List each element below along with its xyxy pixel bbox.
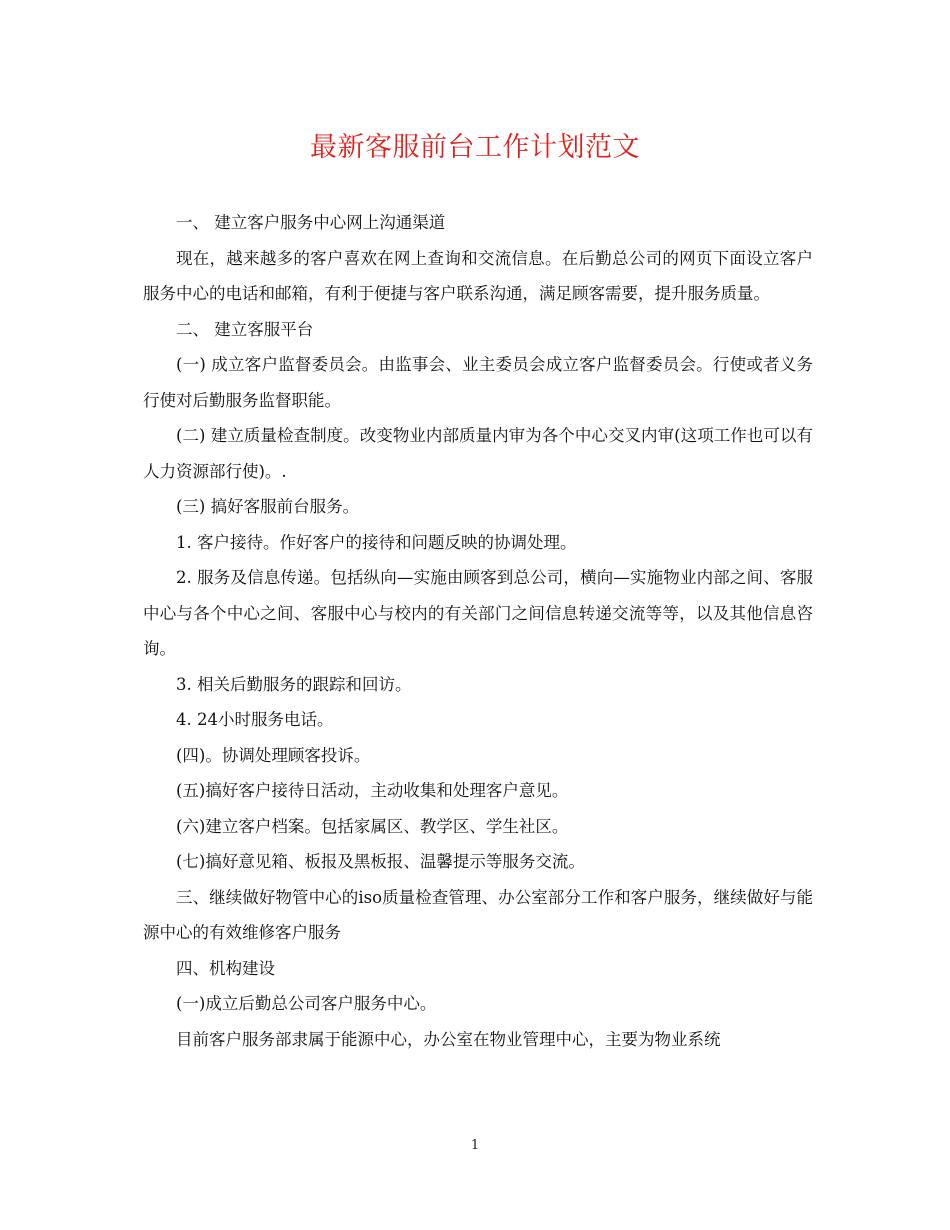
heading-section-1: 一、 建立客户服务中心网上沟通渠道 xyxy=(176,213,446,232)
paragraph-item-2: (二) 建立质量检查制度。改变物业内部质量内审为各个中心交叉内审(这项工作也可以有人力资源部行使)。. xyxy=(143,426,813,481)
list-item-hotline: 4. 24小时服务电话。 xyxy=(176,710,334,729)
document-body xyxy=(143,205,813,1057)
paragraph-org-item-1: (一)成立后勤总公司客户服务中心。 xyxy=(176,994,437,1013)
paragraph-item-6: (六)建立客户档案。包括家属区、教学区、学生社区。 xyxy=(176,816,569,836)
list-item-reception: 1. 客户接待。作好客户的接待和问题反映的协调处理。 xyxy=(176,532,577,552)
page-number: 1 xyxy=(470,1138,480,1153)
list-item-info-transfer: 2. 服务及信息传递。包括纵向—实施由顾客到总公司，横向—实施物业内部之间、客服中心与各个中心之间、客服中心与校内的有关部门之间信息转递交流等等，以及其他信息咨询。 xyxy=(143,568,813,658)
heading-section-4: 四、机构建设 xyxy=(176,958,275,978)
paragraph-item-7: (七)搞好意见箱、板报及黑板报、温馨提示等服务交流。 xyxy=(176,852,585,871)
page-title: 最新客服前台工作计划范文 xyxy=(310,132,640,163)
list-item-followup: 3. 相关后勤服务的跟踪和回访。 xyxy=(176,674,412,694)
paragraph-item-1: (一) 成立客户监督委员会。由监事会、业主委员会成立客户监督委员会。行使或者义务行使对后勤服务监督职能。 xyxy=(143,355,813,410)
paragraph-current-status: 目前客户服务部隶属于能源中心，办公室在物业管理中心，主要为物业系统 xyxy=(176,1029,721,1049)
heading-section-3: 三、继续做好物管中心的iso质量检查管理、办公室部分工作和客户服务，继续做好与能源中心的有效维修客户服务 xyxy=(143,887,813,942)
paragraph-item-5: (五)搞好客户接待日活动，主动收集和处理客户意见。 xyxy=(176,781,569,800)
heading-section-2: 二、 建立客服平台 xyxy=(176,319,314,339)
paragraph-item-3: (三) 搞好客服前台服务。 xyxy=(176,497,360,516)
paragraph-online-channel: 现在，越来越多的客户喜欢在网上查询和交流信息。在后勤总公司的网页下面设立客户服务中心的电话和邮箱，有利于便捷与客户联系沟通，满足顾客需要，提升服务质量。 xyxy=(143,248,813,303)
paragraph-item-4: (四)。协调处理顾客投诉。 xyxy=(176,745,371,765)
